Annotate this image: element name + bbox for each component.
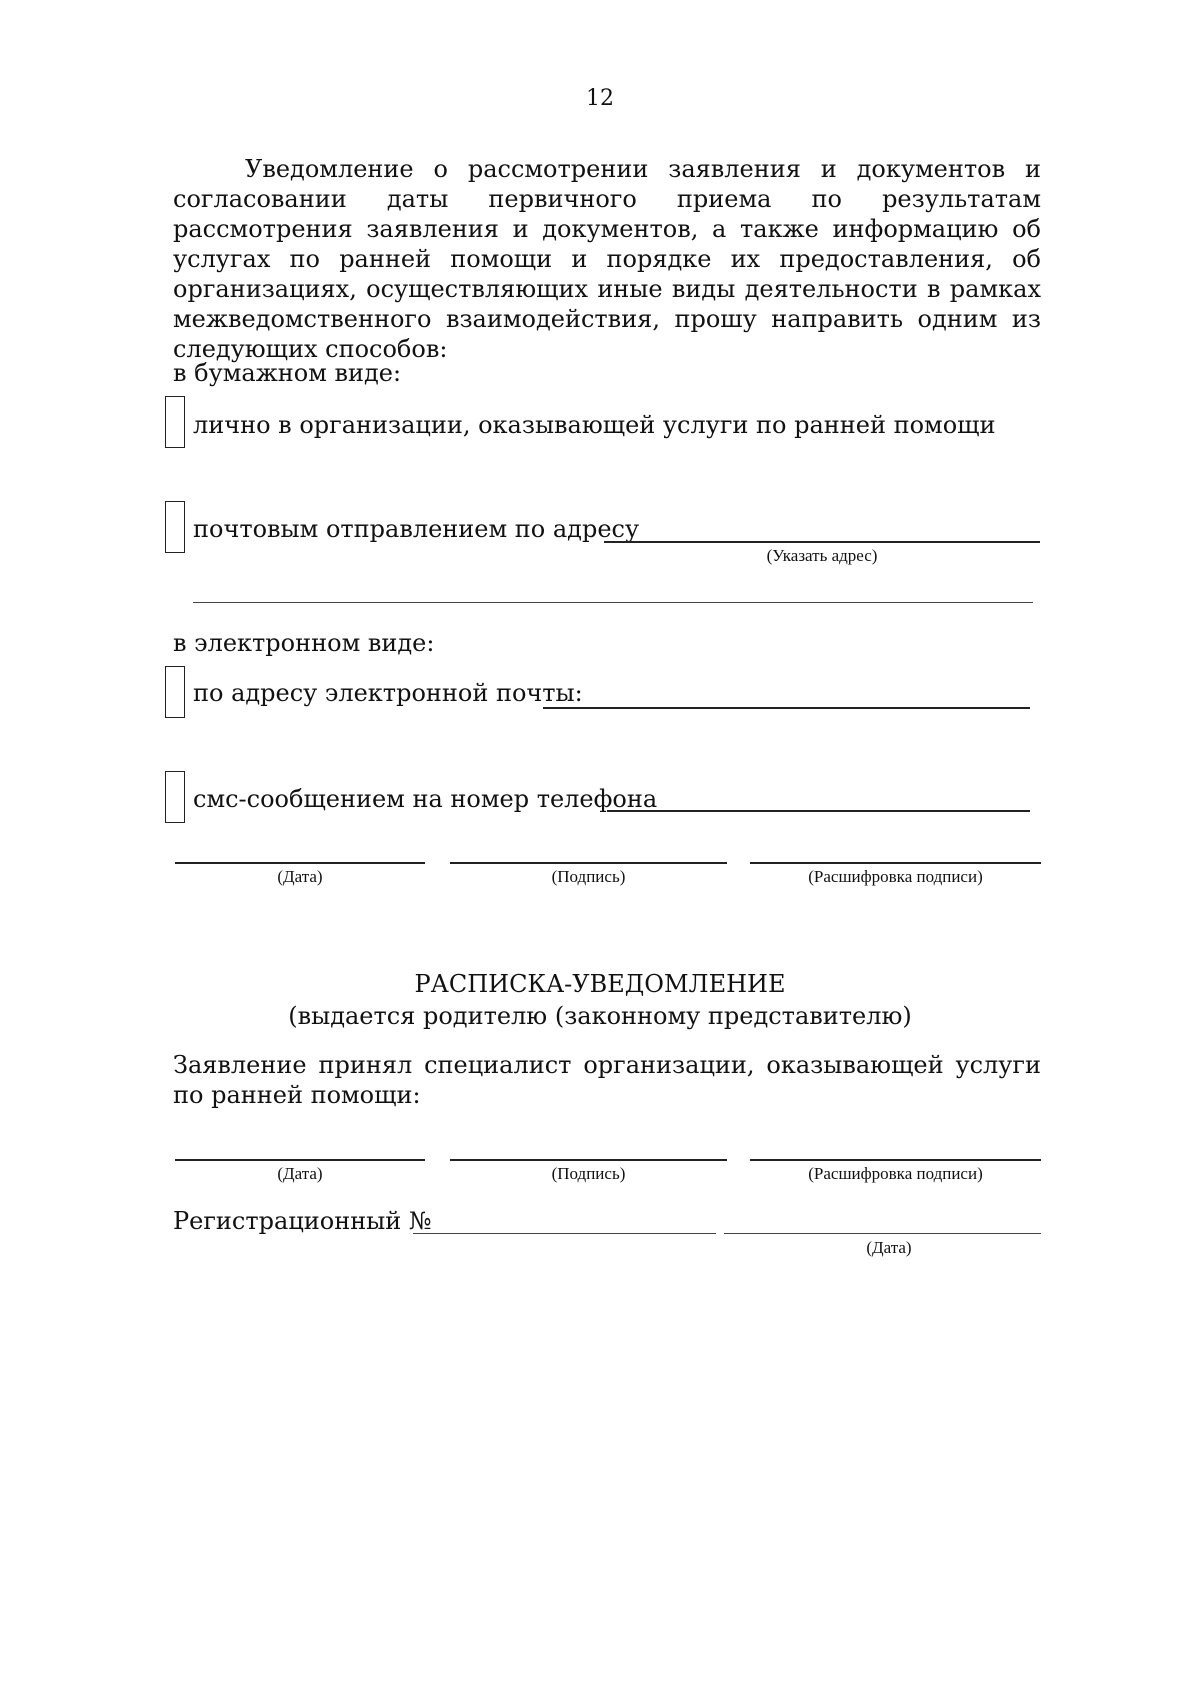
- receipt-date-caption: (Дата): [277, 1164, 323, 1183]
- signature-line[interactable]: [450, 862, 727, 864]
- phone-line[interactable]: [607, 810, 1030, 812]
- signature-caption: (Подпись): [551, 867, 626, 886]
- sms-checkbox[interactable]: [165, 771, 185, 823]
- in-person-checkbox[interactable]: [165, 396, 185, 448]
- date-caption: (Дата): [277, 867, 323, 886]
- address-line[interactable]: [604, 541, 1040, 543]
- receipt-subtitle: (выдается родителю (законному представителю): [288, 1002, 912, 1030]
- email-label: по адресу электронной почты:: [193, 679, 583, 707]
- receipt-signature-line[interactable]: [450, 1159, 727, 1161]
- notification-paragraph: [173, 154, 1041, 364]
- receipt-title: РАСПИСКА-УВЕДОМЛЕНИЕ: [414, 970, 786, 998]
- receipt-decryption-caption: (Расшифровка подписи): [808, 1164, 983, 1183]
- registration-label: Регистрационный №: [173, 1207, 432, 1235]
- registration-date-caption: (Дата): [866, 1238, 912, 1257]
- address-line-extra[interactable]: [193, 602, 1033, 603]
- receipt-accepted-text: Заявление принял специалист организации, оказывающей услуги по ранней помощи:: [173, 1051, 1041, 1109]
- registration-date-line[interactable]: [724, 1233, 1041, 1234]
- receipt-decryption-line[interactable]: [750, 1159, 1041, 1161]
- address-hint: (Указать адрес): [766, 546, 878, 565]
- decryption-line[interactable]: [750, 862, 1041, 864]
- receipt-date-line[interactable]: [175, 1159, 425, 1161]
- electronic-heading: в электронном виде:: [173, 629, 435, 657]
- email-checkbox[interactable]: [165, 666, 185, 718]
- post-checkbox[interactable]: [165, 501, 185, 553]
- receipt-signature-caption: (Подпись): [551, 1164, 626, 1183]
- page-number: 12: [586, 86, 614, 111]
- paragraph-rest: даты первичного приема по результатам рассмотрения заявления и документов, а также информацию об услугах по ранней помощи и порядке их предоставления, об организациях, осуществляющих иные виды деятельности в рамках межведомственного взаимодействия, прошу направить одним из следующих способов:: [173, 185, 1041, 363]
- email-line[interactable]: [543, 707, 1030, 709]
- date-line[interactable]: [175, 862, 425, 864]
- paper-heading: в бумажном виде:: [173, 359, 402, 387]
- post-label: почтовым отправлением по адресу: [193, 515, 640, 543]
- sms-label: смс-сообщением на номер телефона: [193, 785, 658, 813]
- registration-number-line[interactable]: [413, 1233, 716, 1234]
- decryption-caption: (Расшифровка подписи): [808, 867, 983, 886]
- in-person-label: лично в организации, оказывающей услуги по ранней помощи: [193, 411, 996, 439]
- paragraph-lead: Уведомление о рассмотрении заявления и документов и согласовании: [173, 155, 1041, 213]
